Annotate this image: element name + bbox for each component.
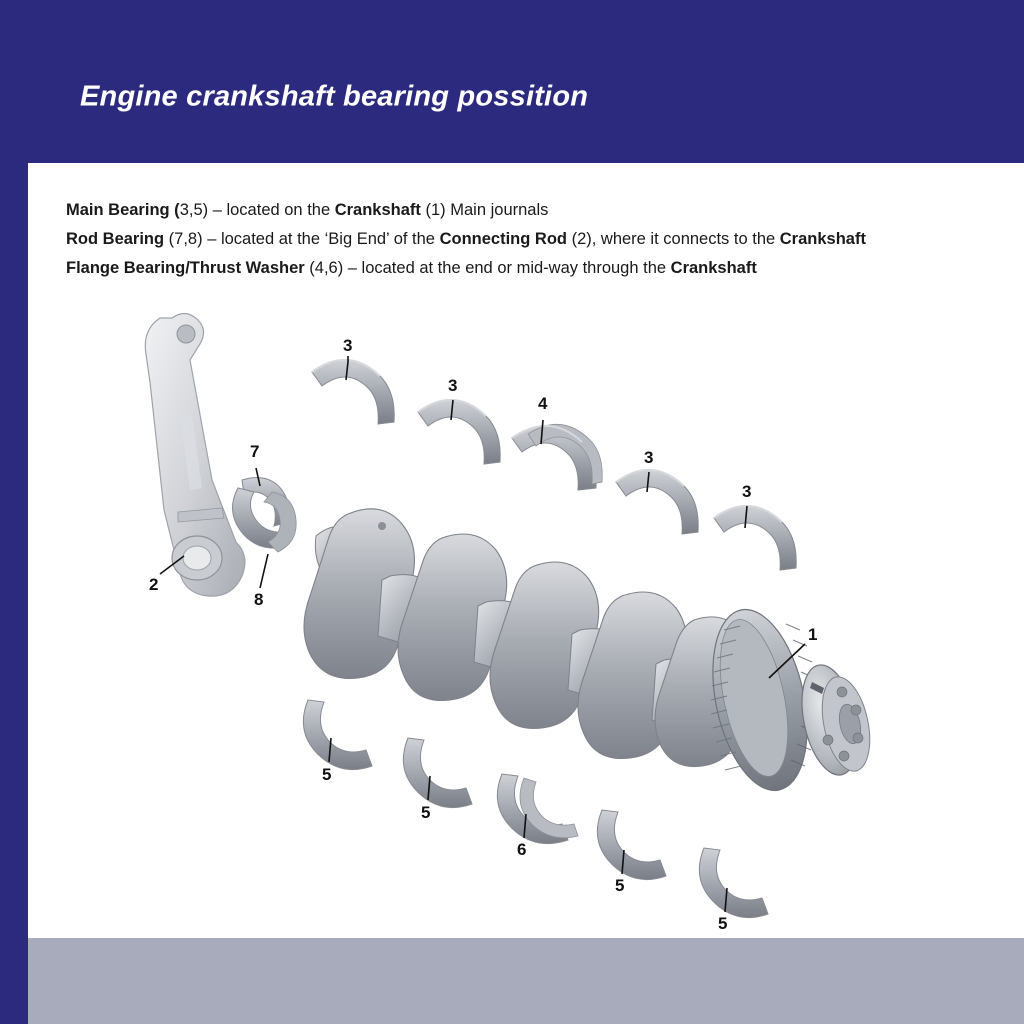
caption-term-main-bearing: Main Bearing ( bbox=[66, 201, 180, 219]
part-main-bearing-lower-1 bbox=[303, 700, 372, 770]
callout-label-3c: 3 bbox=[644, 448, 654, 467]
caption-term-crankshaft-1: Crankshaft bbox=[334, 201, 421, 219]
part-connecting-rod bbox=[145, 313, 245, 596]
part-main-bearing-upper-3 bbox=[616, 470, 698, 534]
diagram-svg bbox=[60, 300, 1000, 950]
caption-term-rod-bearing: Rod Bearing bbox=[66, 230, 165, 248]
callout-label-3a: 3 bbox=[343, 336, 353, 355]
caption-line-2 bbox=[66, 225, 996, 254]
part-main-bearing-lower-2 bbox=[403, 738, 472, 808]
footer-bar bbox=[0, 938, 1024, 1024]
part-flange-bearing-upper bbox=[512, 424, 602, 490]
part-main-bearing-lower-3 bbox=[597, 810, 666, 880]
caption-line3-mid: (4,6) – located at the end or mid-way through the bbox=[304, 259, 671, 277]
caption-term-crankshaft-3: Crankshaft bbox=[670, 259, 757, 277]
caption-line2-mid: (7,8) – located at the ‘Big End’ of the bbox=[164, 230, 440, 248]
callout-label-5c: 5 bbox=[615, 876, 625, 895]
callout-label-4: 4 bbox=[538, 394, 548, 413]
callout-label-7: 7 bbox=[250, 442, 260, 461]
footer-accent-block bbox=[0, 938, 28, 1024]
caption-line2-mid2: (2), where it connects to the bbox=[566, 230, 780, 248]
caption-line-1 bbox=[66, 196, 996, 225]
part-main-bearing-upper-2 bbox=[418, 400, 500, 464]
part-main-bearing-upper-1 bbox=[312, 360, 394, 424]
crankshaft-rear-flange bbox=[793, 660, 878, 780]
callout-label-6: 6 bbox=[517, 840, 527, 859]
caption-line-3 bbox=[66, 254, 996, 283]
page-title: Engine crankshaft bearing possition bbox=[80, 80, 589, 113]
callout-label-1: 1 bbox=[808, 625, 818, 644]
callout-label-2: 2 bbox=[149, 575, 159, 594]
part-main-bearing-lower-4 bbox=[699, 848, 768, 918]
caption-line1-tail: (1) Main journals bbox=[420, 201, 549, 219]
caption-term-flange-bearing: Flange Bearing/Thrust Washer bbox=[66, 259, 305, 277]
caption-block bbox=[66, 196, 996, 283]
callout-label-5b: 5 bbox=[421, 803, 431, 822]
caption-line1-mid: 3,5) – located on the bbox=[179, 201, 335, 219]
part-flange-bearing-lower bbox=[497, 774, 578, 844]
caption-term-crankshaft-2: Crankshaft bbox=[779, 230, 866, 248]
callout-label-3b: 3 bbox=[448, 376, 458, 395]
header-bar bbox=[0, 0, 1024, 163]
crankshaft-exploded-diagram bbox=[60, 300, 1000, 950]
callout-label-5d: 5 bbox=[718, 914, 728, 933]
callout-label-8: 8 bbox=[254, 590, 264, 609]
callout-label-3d: 3 bbox=[742, 482, 752, 501]
left-accent-band bbox=[0, 0, 28, 1024]
callout-label-5a: 5 bbox=[322, 765, 332, 784]
part-main-bearing-upper-4 bbox=[714, 506, 796, 570]
caption-term-connecting-rod: Connecting Rod bbox=[439, 230, 567, 248]
